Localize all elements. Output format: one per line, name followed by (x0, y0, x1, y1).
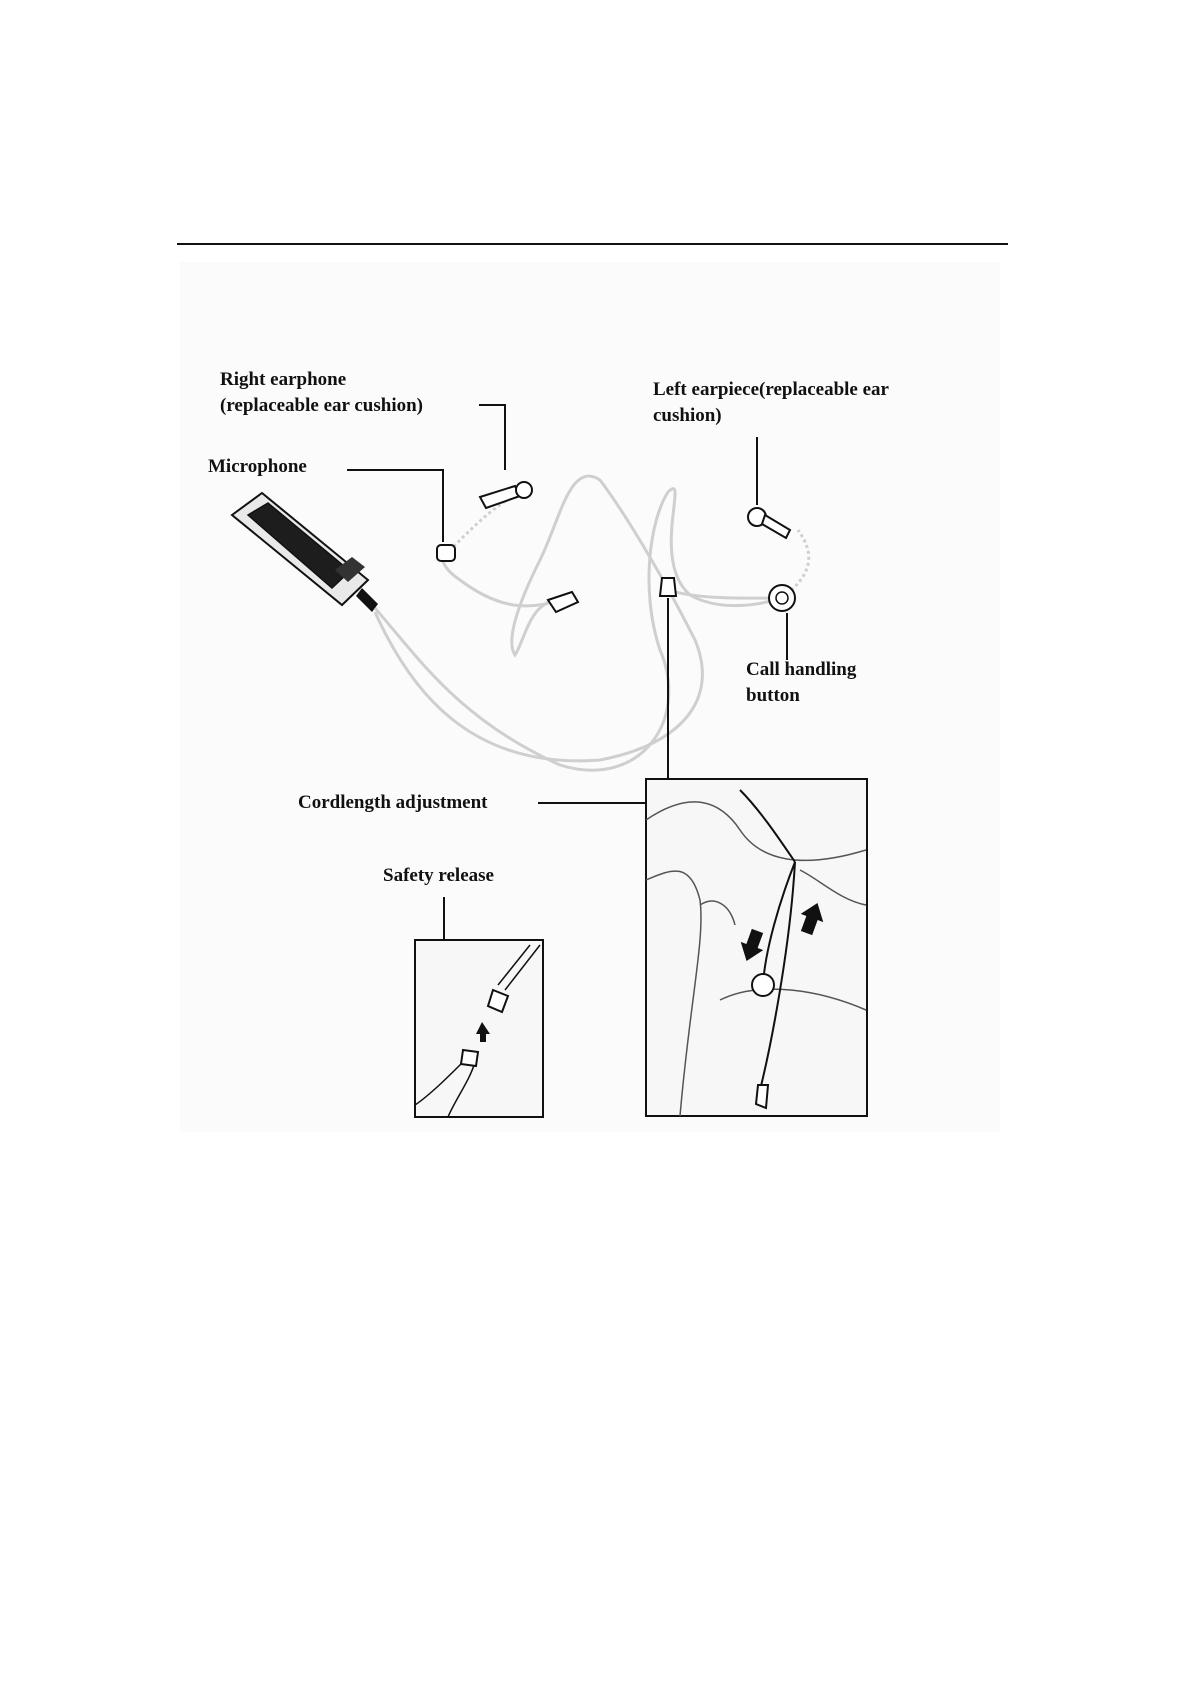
label-call-handling-line1: Call handling (746, 659, 857, 680)
label-left-earpiece-line2: cushion) (653, 405, 722, 426)
label-microphone: Microphone (208, 456, 307, 477)
label-left-earpiece-line1: Left earpiece(replaceable ear (653, 379, 889, 400)
cord-slider-icon (660, 578, 676, 596)
label-left-earpiece (653, 377, 889, 429)
label-call-handling-line2: button (746, 685, 800, 706)
label-right-earphone-line1: Right earphone (220, 369, 347, 390)
call-button-icon (769, 585, 795, 611)
label-call-handling (746, 657, 856, 709)
label-right-earphone (220, 367, 423, 419)
safety-release-panel (415, 940, 543, 1117)
label-right-earphone-line2: (replaceable ear cushion) (220, 395, 423, 416)
cordlength-panel (646, 779, 867, 1116)
label-safety-release: Safety release (383, 865, 494, 886)
microphone-icon (437, 545, 455, 561)
label-cordlength: Cordlength adjustment (298, 792, 488, 813)
